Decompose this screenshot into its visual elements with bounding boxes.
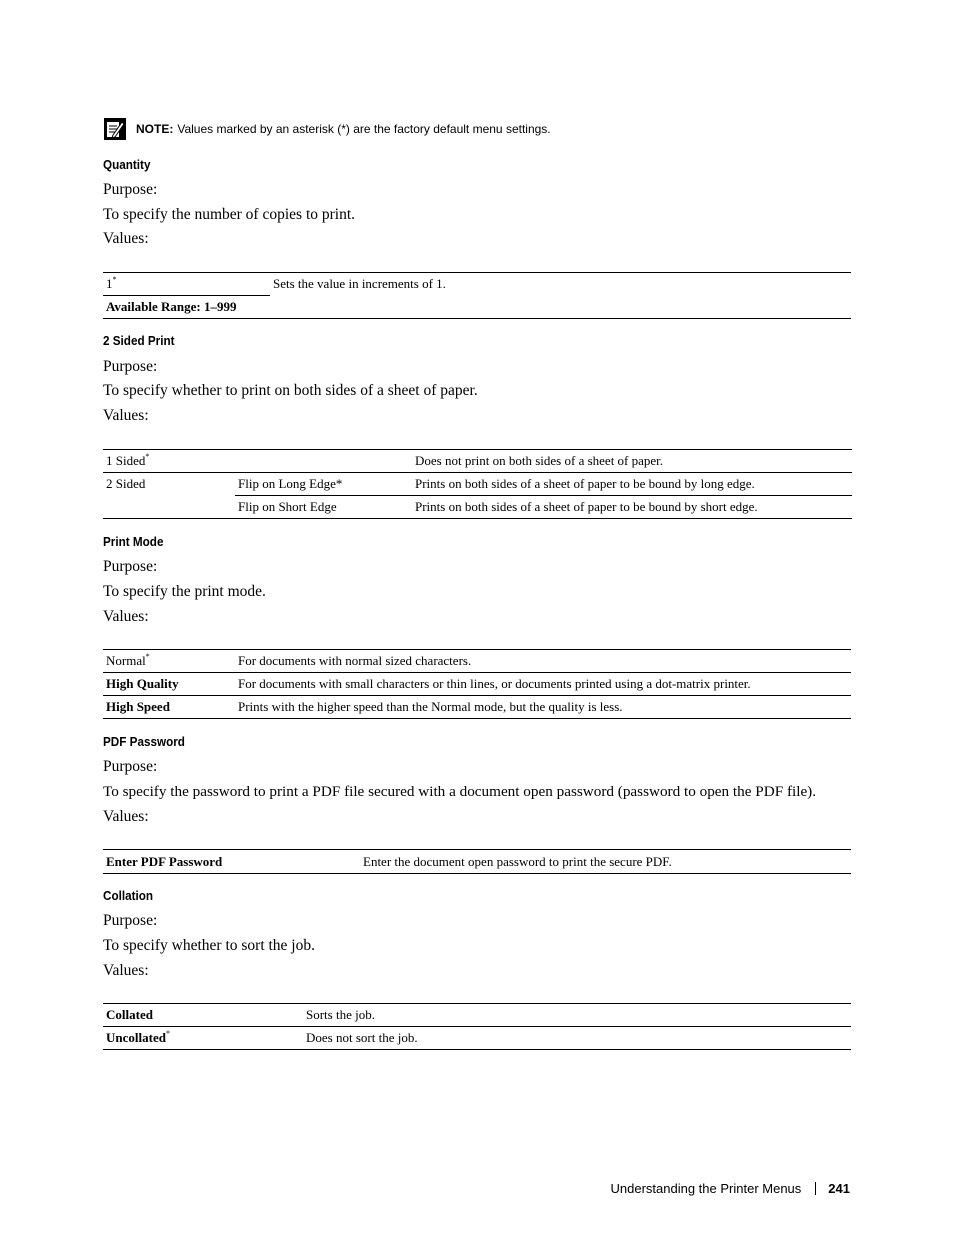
option-cell: Flip on Short Edge <box>235 496 412 519</box>
print-mode-values-table <box>103 649 851 719</box>
purpose-text: To specify the print mode. <box>103 583 266 600</box>
value-cell: Normal* <box>103 650 235 673</box>
description-cell: Does not sort the job. <box>303 1027 851 1050</box>
value-cell: Collated <box>103 1004 303 1027</box>
value-cell: 1* <box>103 273 270 296</box>
purpose-text: To specify whether to print on both sides of a sheet of paper. <box>103 382 478 399</box>
purpose-label: Purpose: <box>103 181 158 198</box>
footer-divider <box>815 1182 816 1195</box>
table-row <box>103 273 851 296</box>
table-row <box>103 673 851 696</box>
value-cell: Uncollated* <box>103 1027 303 1050</box>
section-heading-collation: Collation <box>103 888 154 903</box>
section-heading-print-mode: Print Mode <box>103 534 164 549</box>
table-row <box>103 473 852 496</box>
value-cell: High Quality <box>103 673 235 696</box>
value-cell: Enter PDF Password <box>103 850 360 874</box>
section-heading-quantity: Quantity <box>103 157 151 172</box>
table-row <box>103 496 852 519</box>
description-cell: Prints with the higher speed than the Normal mode, but the quality is less. <box>235 696 851 719</box>
note <box>104 118 551 140</box>
pdf-password-values-table <box>103 849 851 874</box>
table-row <box>103 1004 851 1027</box>
section-heading-2-sided-print: 2 Sided Print <box>103 333 175 348</box>
description-cell: Sorts the job. <box>303 1004 851 1027</box>
values-label: Values: <box>103 608 149 625</box>
description-cell: Does not print on both sides of a sheet of paper. <box>412 450 852 473</box>
description-cell: Prints on both sides of a sheet of paper to be bound by short edge. <box>412 496 852 519</box>
value-cell: Available Range: 1–999 <box>103 296 270 319</box>
footer-title: Understanding the Printer Menus <box>610 1181 802 1196</box>
quantity-values-table <box>103 272 851 319</box>
option-cell: Flip on Long Edge* <box>235 473 412 496</box>
purpose-label: Purpose: <box>103 912 158 929</box>
description-cell: Prints on both sides of a sheet of paper to be bound by long edge. <box>412 473 852 496</box>
value-cell: 1 Sided* <box>103 450 235 473</box>
table-row <box>103 450 852 473</box>
table-row <box>103 650 851 673</box>
description-cell: For documents with small characters or thin lines, or documents printed using a dot-matrix printer. <box>235 673 851 696</box>
page-footer <box>611 1181 850 1196</box>
values-label: Values: <box>103 407 149 424</box>
purpose-label: Purpose: <box>103 758 158 775</box>
option-cell <box>235 450 412 473</box>
purpose-text: To specify the number of copies to print. <box>103 206 356 223</box>
table-row <box>103 1027 851 1050</box>
values-label: Values: <box>103 230 149 247</box>
description-cell <box>270 296 851 319</box>
purpose-label: Purpose: <box>103 358 158 375</box>
description-cell: Sets the value in increments of 1. <box>270 273 851 296</box>
value-cell: 2 Sided <box>103 473 235 496</box>
2-sided-values-table <box>103 449 852 519</box>
description-cell: Enter the document open password to print the secure PDF. <box>360 850 851 874</box>
value-cell: High Speed <box>103 696 235 719</box>
purpose-label: Purpose: <box>103 558 158 575</box>
collation-values-table <box>103 1003 851 1050</box>
purpose-text: To specify whether to sort the job. <box>103 937 315 954</box>
section-heading-pdf-password: PDF Password <box>103 734 185 749</box>
values-label: Values: <box>103 808 149 825</box>
value-cell <box>103 496 235 519</box>
table-row <box>103 850 851 874</box>
description-cell: For documents with normal sized characters. <box>235 650 851 673</box>
page-number: 241 <box>828 1181 850 1196</box>
values-label: Values: <box>103 962 149 979</box>
note-text: Values marked by an asterisk (*) are the factory default menu settings. <box>177 122 551 136</box>
note-label: NOTE: <box>136 122 174 136</box>
table-row <box>103 296 851 319</box>
pencil-note-icon <box>104 118 126 140</box>
table-row <box>103 696 851 719</box>
purpose-text: To specify the password to print a PDF file secured with a document open password (password to open the PDF file). <box>103 783 817 800</box>
